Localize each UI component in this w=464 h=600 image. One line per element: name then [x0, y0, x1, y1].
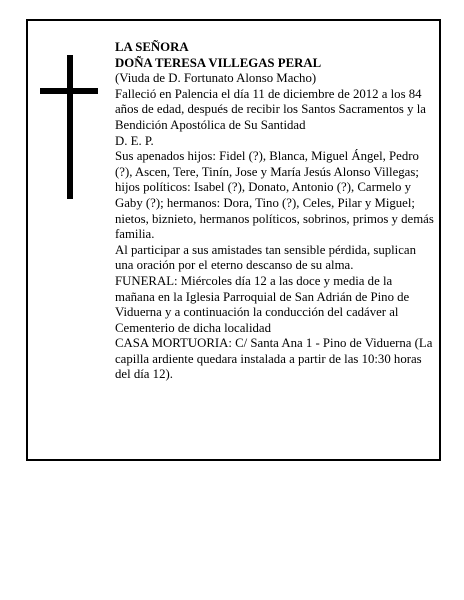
request-paragraph: Al participar a sus amistades tan sensible pérdida, suplican una oración por el eterno descanso de su alma.	[115, 242, 416, 273]
deceased-name: DOÑA TERESA VILLEGAS PERAL	[115, 55, 322, 70]
notice-text	[115, 40, 435, 383]
death-paragraph: Falleció en Palencia el día 11 de diciembre de 2012 a los 84 años de edad, después de recibir los Santos Sacramentos y la Bendición Apostólica de Su Santidad	[115, 86, 426, 132]
rip-line: D. E. P.	[115, 133, 154, 148]
cross-horizontal-bar	[40, 88, 98, 94]
widow-line: (Viuda de D. Fortunato Alonso Macho)	[115, 71, 317, 86]
obituary-notice	[26, 19, 441, 461]
cross-vertical-bar	[67, 55, 73, 199]
funeral-home-paragraph: CASA MORTUORIA: C/ Santa Ana 1 - Pino de Viduerna (La capilla ardiente quedara instalada a partir de las 10:30 horas del día 12).	[115, 336, 433, 382]
funeral-paragraph: FUNERAL: Miércoles día 12 a las doce y media de la mañana en la Iglesia Parroquial de San Adrián de Pino de Viduerna y a continuación la conducción del cadáver al Cementerio de dicha localidad	[115, 273, 410, 335]
notice-title: LA SEÑORA	[115, 40, 189, 54]
latin-cross-icon	[40, 55, 98, 199]
family-paragraph: Sus apenados hijos: Fidel (?), Blanca, Miguel Ángel, Pedro (?), Ascen, Tere, Tinín, Jose y María Jesús Alonso Villegas; hijos políticos: Isabel (?), Donato, Antonio (?), Carmelo y Gaby (?); hermanos: Dora, Tino (?), Celes, Pilar y Miguel; nietos, biznieto, hermanos políticos, sobrinos, primos y demás familia.	[115, 149, 434, 242]
